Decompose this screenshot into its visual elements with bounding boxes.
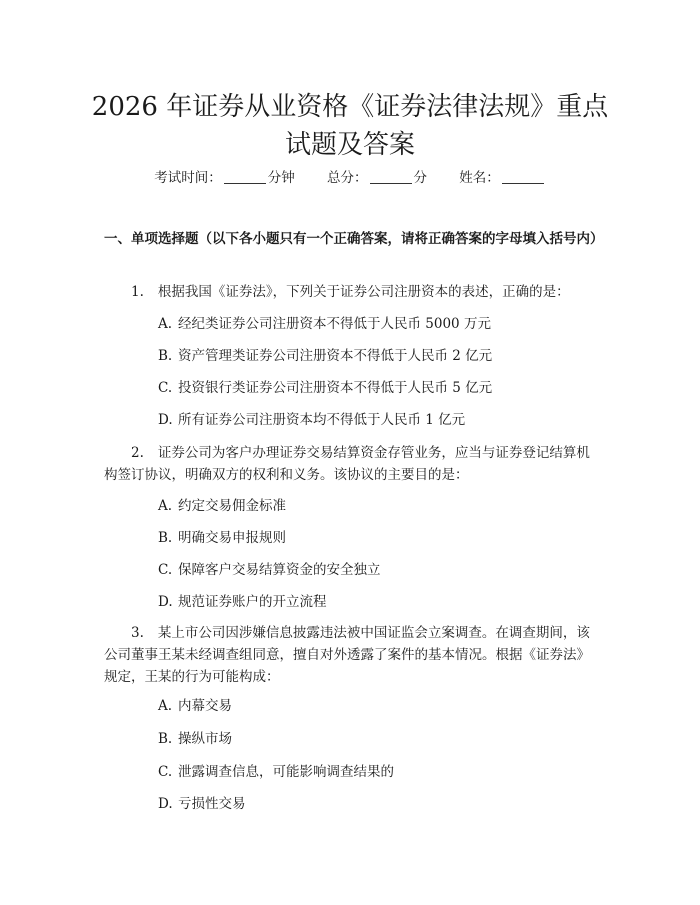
question-text: 某上市公司因涉嫌信息披露违法被中国证监会立案调查。在调查期间，该公司董事王某未经调查组同意，擅自对外透露了案件的基本情况。根据《证券法》规定，王某的行为可能构成：	[104, 625, 590, 685]
question-3	[104, 622, 602, 688]
exam-time	[154, 168, 295, 188]
question-2	[104, 442, 602, 486]
option-letter: B.	[158, 348, 173, 364]
option-letter: A.	[158, 698, 173, 714]
option-letter: C.	[158, 380, 173, 396]
option-text: 投资银行类证券公司注册资本不得低于人民币 5 亿元	[178, 380, 493, 396]
student-name-label: 姓名：	[459, 170, 500, 186]
option-1b	[158, 346, 598, 366]
option-text: 规范证券账户的开立流程	[178, 594, 327, 610]
question-number: 3.	[131, 625, 144, 641]
option-text: 资产管理类证券公司注册资本不得低于人民币 2 亿元	[178, 348, 493, 364]
option-1d	[158, 410, 598, 430]
total-score	[327, 168, 427, 188]
option-3c	[158, 762, 598, 782]
option-text: 明确交易申报规则	[178, 530, 286, 546]
question-number: 2.	[131, 445, 144, 461]
option-letter: B.	[158, 530, 173, 546]
option-text: 经纪类证券公司注册资本不得低于人民币 5000 万元	[178, 316, 491, 332]
option-3b	[158, 729, 598, 749]
option-text: 保障客户交易结算资金的安全独立	[178, 562, 381, 578]
option-1c	[158, 378, 598, 398]
total-score-label: 总分：	[327, 170, 368, 186]
option-text: 约定交易佣金标准	[178, 498, 286, 514]
total-score-unit: 分	[413, 170, 427, 186]
option-text: 泄露调查信息，可能影响调查结果的	[178, 764, 394, 780]
option-letter: D.	[158, 796, 173, 812]
option-2c	[158, 560, 598, 580]
question-text: 证券公司为客户办理证券交易结算资金存管业务，应当与证券登记结算机构签订协议，明确双方的权利和义务。该协议的主要目的是：	[104, 445, 590, 483]
exam-time-blank	[224, 183, 266, 184]
total-score-blank	[370, 183, 412, 184]
option-letter: A.	[158, 498, 173, 514]
exam-meta	[0, 168, 700, 188]
option-3d	[158, 794, 598, 814]
student-name	[459, 168, 546, 188]
question-text: 根据我国《证券法》，下列关于证券公司注册资本的表述，正确的是：	[157, 284, 570, 300]
option-1a	[158, 314, 598, 334]
option-letter: C.	[158, 562, 173, 578]
option-2a	[158, 496, 598, 516]
title-line-1: 2026 年证券从业资格《证券法律法规》重点	[91, 92, 609, 122]
option-2d	[158, 592, 598, 612]
section-title: 一、单项选择题（以下各小题只有一个正确答案，请将正确答案的字母填入括号内）	[104, 231, 604, 247]
option-letter: B.	[158, 731, 173, 747]
student-name-blank	[502, 183, 544, 184]
option-letter: D.	[158, 412, 173, 428]
option-text: 操纵市场	[178, 731, 232, 747]
option-letter: C.	[158, 764, 173, 780]
exam-time-unit: 分钟	[267, 170, 295, 186]
option-text: 所有证券公司注册资本均不得低于人民币 1 亿元	[178, 412, 466, 428]
exam-time-label: 考试时间：	[154, 170, 222, 186]
option-3a	[158, 696, 598, 716]
option-2b	[158, 528, 598, 548]
question-number: 1.	[131, 284, 144, 300]
option-text: 内幕交易	[178, 698, 232, 714]
option-text: 亏损性交易	[178, 796, 246, 812]
title-line-2: 试题及答案	[284, 130, 415, 160]
option-letter: A.	[158, 316, 173, 332]
page-title	[60, 88, 640, 164]
option-letter: D.	[158, 594, 173, 610]
question-1	[104, 281, 602, 303]
